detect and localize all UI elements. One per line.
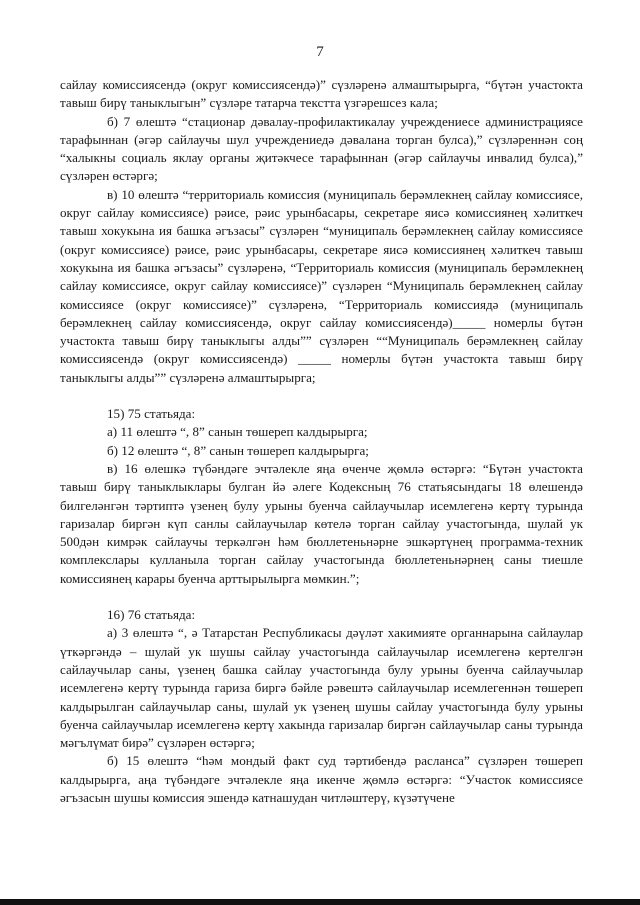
bottom-edge-bar: [0, 899, 640, 905]
paragraph-15v: в) 16 өлешкә түбәндәге эчтәлекле яңа өченче җөмлә өстәргә: “Бүтән участокта тавыш бирү таныклыклары булган йә әлеге Кодексның 76 статьясындагы 18 өлешендә билгеләнгән тәртиптә үзенең булу урыны буенча сайлаучылар исемлегенә кертү турында гаризалар биргән күп санлы сайлаучылар көтелә торган сайлау участогында, шулай ук 500дән кимрәк сайлаучы теркәлгән һәм бюллетеньнәрне эшкәртүнең программа-техник комплекслары кулланыла торган сайлау участогында бюллетеньнәрнең саны тиешле комиссиянең карары буенча арттырылырга мөмкин.”;: [60, 460, 583, 586]
paragraph-continuation: сайлау комиссиясендә (округ комиссиясендә)” сүзләренә алмаштырырга, “бүтән участокта тавыш бирү таныклыгын” сүзләре татарча текстта үзгәрешсез кала;: [60, 77, 583, 111]
paragraph-14b: б) 7 өлештә “стационар дәвалау-профилактикалау учреждениесе администрациясе тарафыннан (әгәр сайлаучы шул учреждениедә дәвалана торган булса),” сүзләреннән соң “халыкны социаль яклау органы җитәкчесе тарафыннан (әгәр сайлаучы инвалид булса),” сүзләрен өстәргә;: [60, 113, 583, 184]
paragraph-14v: в) 10 өлештә “территориаль комиссия (муниципаль берәмлекнең сайлау комиссиясе, округ сайлау комиссиясе) рәисе, рәис урынбасары, секретаре яисә комиссиянең хәлиткеч тавыш хокукына ия башка әгъзасы” сүзләрен “муниципаль берәмлекнең сайлау комиссиясе (округ комиссиясе) рәисе, рәис урынбасары, секретаре яисә комиссиянең хәлиткеч тавыш хокукына ия башка әгъзасы” сүзләренә, “Территориаль комиссия (муниципаль берәмлекнең сайлау комиссиясе, округ сайлау комиссиясе)” сүзләрен “Муниципаль берәмлекнең сайлау комиссиясе (округ комиссиясе)” сүзләренә, “Территориаль комиссиядә (муниципаль берәмлекнең сайлау комиссиясендә, округ сайлау комиссиясендә)_____ номерлы бүтән участокта тавыш бирү таныклыгы алды”” сүзләрен ““Муниципаль берәмлекнең сайлау комиссиясендә (округ комиссиясендә) _____ номерлы бүтән участокта тавыш бирү таныклыгы алды”” сүзләренә алмаштырырга;: [60, 186, 583, 385]
section-15-heading: 15) 75 статьяда:: [107, 406, 196, 422]
paragraph-15a: а) 11 өлештә “, 8” санын төшереп калдырырга;: [107, 424, 368, 440]
paragraph-gap: [60, 387, 583, 405]
document-body: [60, 76, 583, 807]
paragraph-gap: [60, 588, 583, 606]
paragraph-16a: а) 3 өлештә “, ә Татарстан Республикасы дәүләт хакимияте органнарына сайлаулар үткәргәндә – шулай ук шушы сайлау участогында сайлаучылар исемлегенә кертелгән сайлаучылар саны, үзенең башка сайлау участогында булу урыны буенча сайлаучылар исемлегенә кертү турында гариза биргә бәйле рәвештә сайлаучылар исемлегеннән төшереп калдырылган сайлаучылар саны, шулай ук үзенең шушы сайлау участогында булу урыны буенча сайлаучылар исемлегенә кертү хакында гаризалар биргән сайлаучылар саны турында мәгълүмат бирә” сүзләрен өстәргә;: [60, 625, 583, 751]
paragraph-15b: б) 12 өлештә “, 8” санын төшереп калдырырга;: [107, 442, 369, 458]
paragraph-16b: б) 15 өлештә “һәм мондый факт суд тәртибендә расланса” сүзләрен төшереп калдырырга, аңа түбәндәге эчтәлекле яңа икенче җөмлә өстәргә: “Участок комиссиясе әгъзасын шушы комиссия эшендә катнашудан читләштерү, күзәтүчене: [60, 753, 583, 805]
page-number: 7: [316, 44, 324, 60]
section-16-heading: 16) 76 статьяда:: [107, 607, 196, 623]
